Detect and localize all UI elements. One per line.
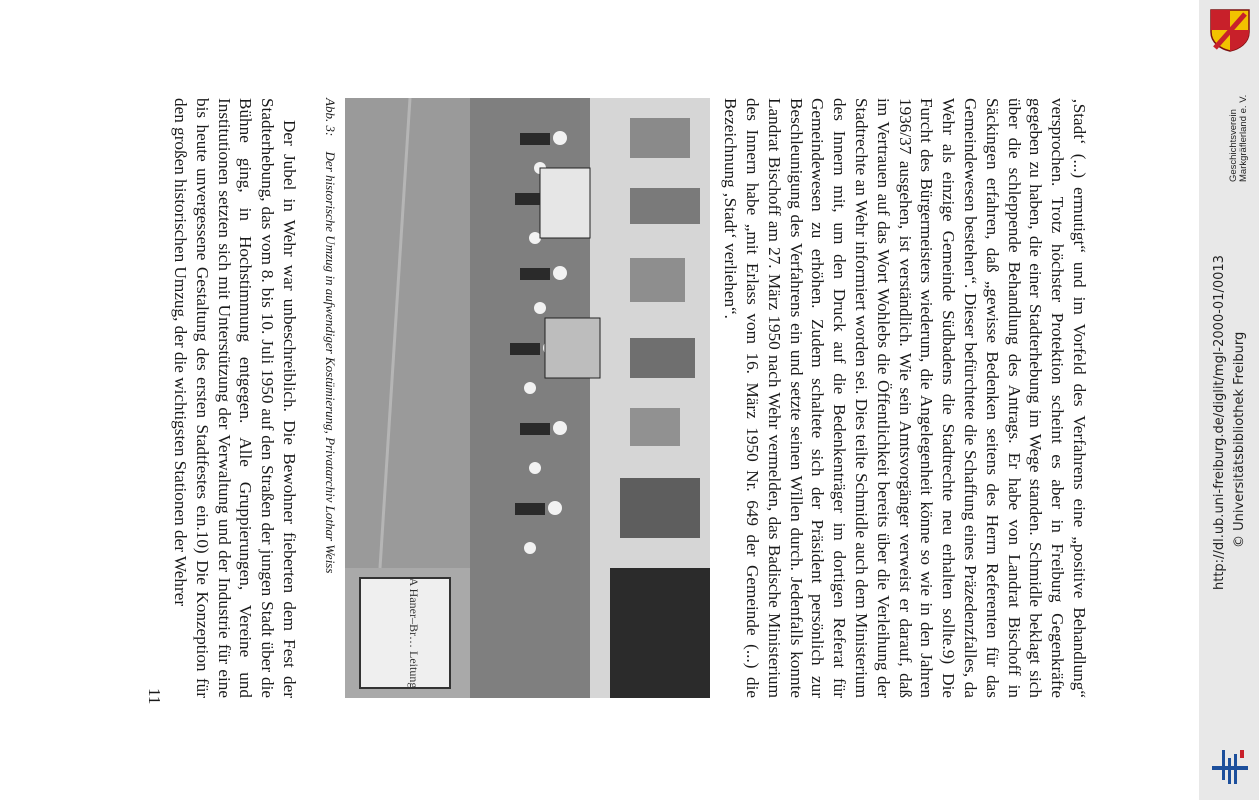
figure-caption [322,98,338,698]
parade-photo-illustration [345,98,710,698]
ub-freiburg-logo-icon [1208,748,1252,788]
caption-number: Abb. 3: [323,98,338,137]
source-url-link[interactable]: http://dl.ub.uni-freiburg.de/diglit/mgl-2000-01/0013 [1212,255,1227,590]
rotated-page-content [110,98,1090,705]
paragraph-top [719,98,1090,698]
association-name: Geschichtsverein [1228,109,1239,182]
paragraph-bottom [169,98,300,698]
coat-of-arms-icon [1209,8,1251,52]
paragraph-bottom-text: Der Jubel in Wehr war unbeschreiblich. Die Bewohner fieberten dem Fest der Stadterhebung, das vom 8. bis 10. Juli 1950 auf den Straßen der jungen Stadt über die Bühne ging, in Hochstimmung entgegen. Alle Gruppierungen, Vereine und Institutionen setzten sich mit Unterstützung der Verwaltung und der Industrie für eine bis heute unvergessene Gestaltung des ersten Stadtfestes ein.10) Die Konzeption für den großen historischen Umzug, der die wichtigsten Stationen der Wehrer [171,98,299,698]
paragraph-top-text: ‚Stadt‘ (...) ermutigt“ und im Vorfeld des Verfahrens eine „positive Behandlung“ versprochen. Trotz höchster Protektion scheint es aber in Freiburg Gegenkräfte gegeben zu haben, die einer Stadterhebung im Wege standen. Schmidle beklagt sich über die schleppende Behandlung des Antrags. Er habe von Landrat Bischoff in Säckingen erfahren, daß „gewisse Bedenken seitens des Herrn Referenten für das Gemeindewesen bestehen“. Dieser befürchtete die Schaffung eines Präzedenzfalles, da Wehr als einzige Gemeinde Südbadens die Stadtrechte neu erhalten sollte.9) Die Furcht des Bürgermeisters wiederum, die Angelegenheit könne so wie in den Jahren 1936/37 ausgehen, ist verständlich. Wie sein Amtsvorgänger verweist er darauf, daß im Vertrauen auf das Wort Wohlebs die Öffentlichkeit bereits über die Verleihung der Stadtrechte an Wehr informiert worden sei. Dies teilte Schmidle auch dem Ministerium des Innern mit, um den Druck auf die Bedenkenträger im dortigen Referat für Gemeindewesen zu erhöhen. Zudem schaltete sich der Präsident persönlich zur Beschleunigung des Verfahrens ein und setzte seinen Willen durch. Jedenfalls konnte Landrat Bischoff am 27. März 1950 nach Wehr vermelden, das Badische Ministerium des Innern habe „mit Erlass vom 16. März 1950 Nr. 649 der Gemeinde (...) die Bezeichnung ‚Stadt‘ verliehen“. [721,98,1089,698]
copyright-notice: © Universitätsbibliothek Freiburg [1232,331,1247,548]
historical-parade-photo [345,98,710,698]
association-name-line2: Markgräflerland e. V. [1238,94,1249,182]
photo-sign: A Haner–Br… Leitung [407,577,421,689]
page-number: 11 [145,688,164,705]
caption-text: Der historische Umzug in aufwendiger Kostümierung, Privatarchiv Lothar Weiss [323,151,338,574]
